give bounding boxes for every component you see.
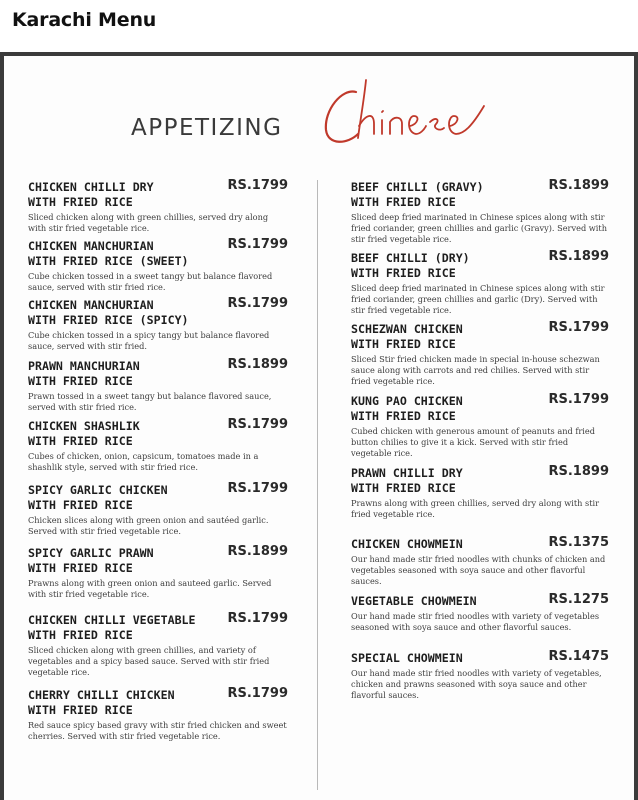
item-price: RS.1799 [227, 296, 288, 311]
item-description: Sliced deep fried marinated in Chinese spices along with stir fried coriander, green chillies and garlic (Dry). Served with stir fried vegetable rice. [351, 283, 605, 315]
item-name: PRAWN CHILLI DRY WITH FRIED RICE [351, 466, 463, 495]
menu-item [351, 322, 609, 386]
item-name: SPICY GARLIC CHICKEN WITH FRIED RICE [28, 483, 168, 512]
item-description: Prawns along with green chillies, served dry along with stir fried vegetable rice. [351, 498, 600, 519]
item-description: Cube chicken tossed in a sweet tangy but balance flavored sauce, served with stir fried rice. [28, 271, 273, 292]
item-name: CHICKEN CHILLI DRY WITH FRIED RICE [28, 180, 154, 209]
item-price: RS.1799 [227, 686, 288, 701]
item-name: VEGETABLE CHOWMEIN [351, 594, 477, 608]
item-name: CHICKEN MANCHURIAN WITH FRIED RICE (SWEET) [28, 239, 189, 268]
item-price: RS.1799 [227, 611, 288, 626]
menu-item [351, 251, 609, 315]
item-price: RS.1799 [227, 178, 288, 193]
menu-item [351, 651, 609, 700]
item-price: RS.1375 [548, 535, 609, 550]
item-price: RS.1899 [227, 544, 288, 559]
item-description: Chicken slices along with green onion and sautéed garlic. Served with stir fried vegetable rice. [28, 515, 269, 536]
page-title: Karachi Menu [12, 9, 157, 31]
menu-item [28, 419, 288, 473]
item-name: BEEF CHILLI (DRY) WITH FRIED RICE [351, 251, 470, 280]
menu-item [351, 466, 609, 520]
menu-item [28, 239, 288, 293]
menu-item [351, 394, 609, 458]
menu-item [351, 180, 609, 244]
item-price: RS.1899 [548, 249, 609, 264]
item-price: RS.1799 [227, 417, 288, 432]
item-description: Our hand made stir fried noodles with variety of vegetables, chicken and prawns seasoned with soya sauce and other flavorful sauces. [351, 668, 602, 700]
menu-item [28, 546, 288, 600]
menu-item [351, 537, 609, 586]
page-header [0, 0, 638, 52]
item-description: Red sauce spicy based gravy with stir fried chicken and sweet cherries. Served with stir fried vegetable rice. [28, 720, 287, 741]
menu-item [28, 483, 288, 537]
item-price: RS.1899 [548, 178, 609, 193]
item-description: Prawns along with green onion and sauteed garlic. Served with stir fried vegetable rice. [28, 578, 272, 599]
item-description: Cube chicken tossed in a spicy tangy but balance flavored sauce, served with stir fried. [28, 330, 270, 351]
column-divider [317, 180, 318, 790]
item-description: Sliced chicken along with green chillies, served dry along with stir fried vegetable rice. [28, 212, 269, 233]
item-description: Cubes of chicken, onion, capsicum, tomatoes made in a shashlik style, served with stir fried rice. [28, 451, 259, 472]
item-price: RS.1899 [227, 357, 288, 372]
item-name: CHERRY CHILLI CHICKEN WITH FRIED RICE [28, 688, 175, 717]
svg-text:Chinese: Chinese [314, 66, 318, 67]
item-price: RS.1799 [227, 237, 288, 252]
item-description: Sliced deep fried marinated in Chinese spices along with stir fried coriander, green chillies and garlic (Gravy). Served with stir fried vegetable rice. [351, 212, 607, 244]
item-price: RS.1275 [548, 592, 609, 607]
menu-item [28, 298, 288, 352]
item-name: KUNG PAO CHICKEN WITH FRIED RICE [351, 394, 463, 423]
item-name: CHICKEN MANCHURIAN WITH FRIED RICE (SPICY) [28, 298, 189, 327]
item-description: Sliced Stir fried chicken made in special in-house schezwan sauce along with carrots and red chilies. Served with stir fried vegetable rice. [351, 354, 600, 386]
item-name: CHICKEN SHASHLIK WITH FRIED RICE [28, 419, 140, 448]
menu-item [28, 180, 288, 234]
item-price: RS.1799 [227, 481, 288, 496]
item-name: PRAWN MANCHURIAN WITH FRIED RICE [28, 359, 140, 388]
item-name: CHICKEN CHILLI VEGETABLE WITH FRIED RICE [28, 613, 196, 642]
item-description: Our hand made stir fried noodles with chunks of chicken and vegetables seasoned with soya sauce and other flavorful sauces. [351, 554, 606, 586]
chinese-script-logo [314, 66, 504, 156]
menu-item [28, 613, 288, 677]
item-name: CHICKEN CHOWMEIN [351, 537, 463, 551]
item-description: Sliced chicken along with green chillies, and variety of vegetables and a spicy based sauce. Served with stir fried vegetable rice. [28, 645, 270, 677]
menu-item [351, 594, 609, 633]
menu-item [28, 688, 288, 742]
item-price: RS.1799 [548, 392, 609, 407]
item-description: Prawn tossed in a sweet tangy but balance flavored sauce, served with stir fried rice. [28, 391, 272, 412]
item-price: RS.1475 [548, 649, 609, 664]
menu-heading: APPETIZING [131, 115, 283, 141]
item-description: Cubed chicken with generous amount of peanuts and fried button chilies to give it a kick. Served with stir fried vegetable rice. [351, 426, 595, 458]
item-price: RS.1799 [548, 320, 609, 335]
menu-item [28, 359, 288, 413]
item-name: SCHEZWAN CHICKEN WITH FRIED RICE [351, 322, 463, 351]
item-description: Our hand made stir fried noodles with variety of vegetables seasoned with soya sauce and other flavorful sauces. [351, 611, 600, 632]
item-name: SPICY GARLIC PRAWN WITH FRIED RICE [28, 546, 154, 575]
item-name: SPECIAL CHOWMEIN [351, 651, 463, 665]
item-price: RS.1899 [548, 464, 609, 479]
item-name: BEEF CHILLI (GRAVY) WITH FRIED RICE [351, 180, 484, 209]
